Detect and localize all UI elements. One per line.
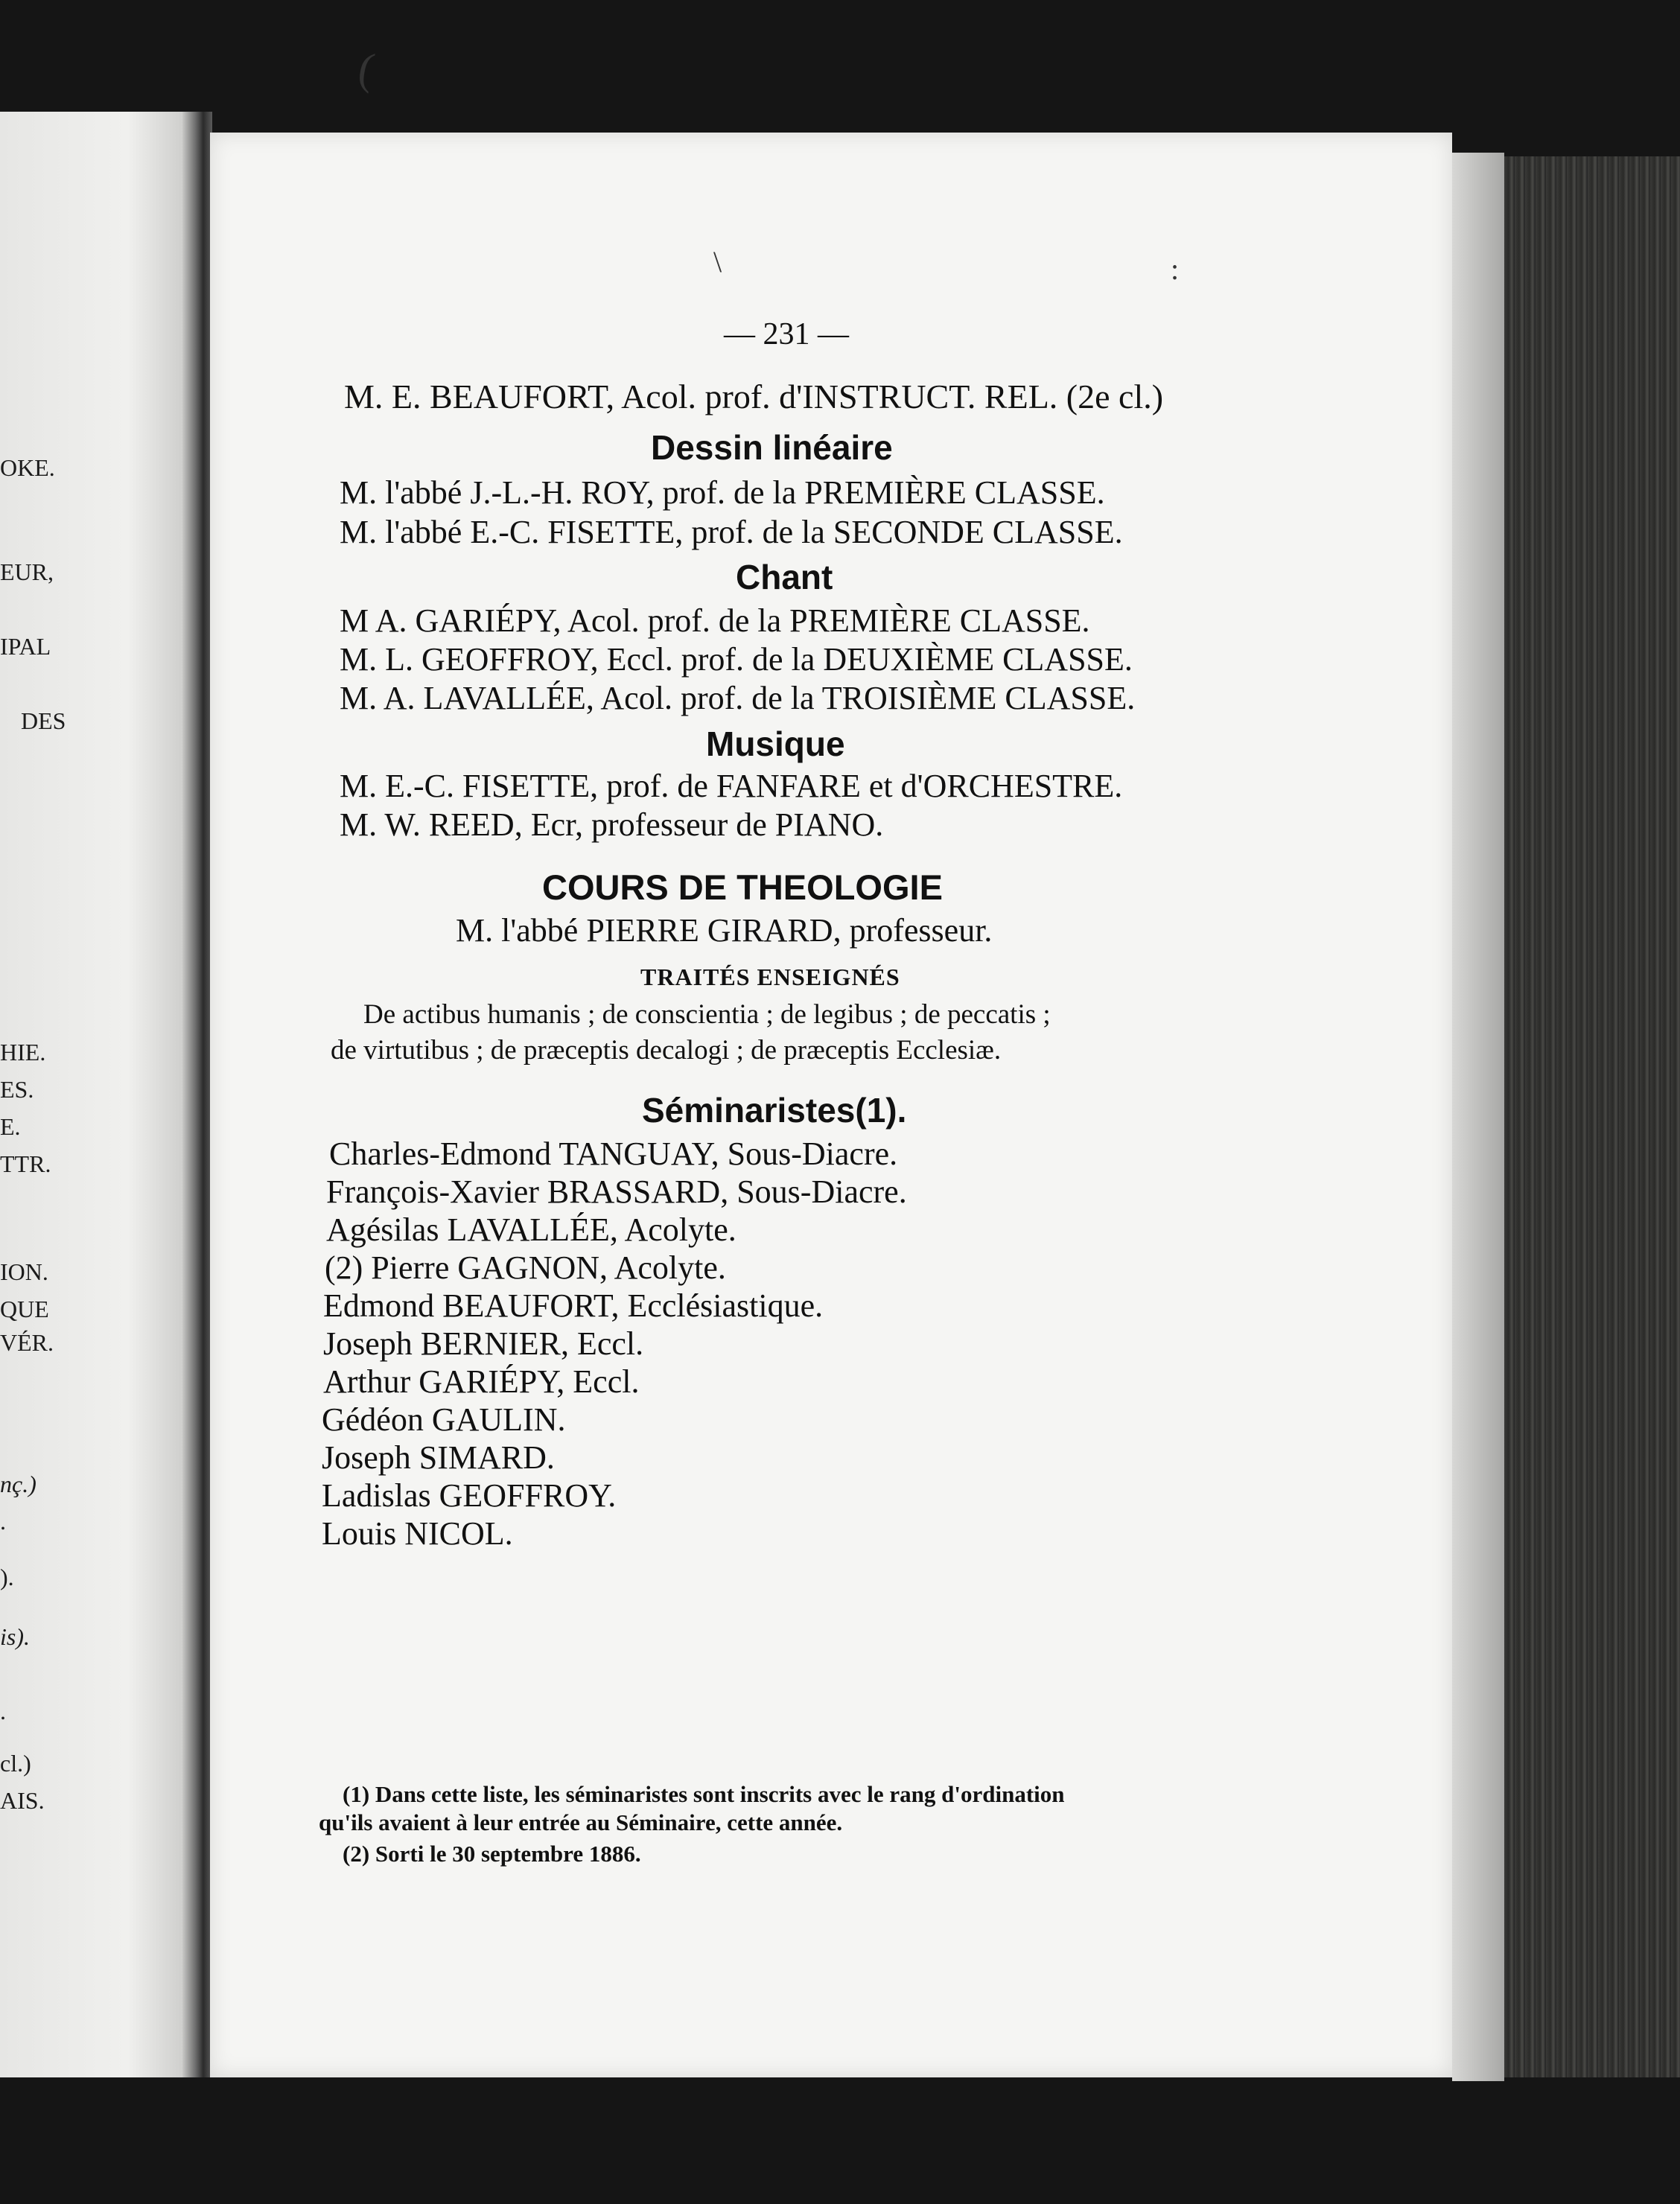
theologie-professor: M. l'abbé PIERRE GIRARD, professeur. — [456, 912, 993, 949]
musique-line: M. E.-C. FISETTE, prof. de FANFARE et d'ORCHESTRE. — [340, 768, 1123, 804]
left-page-fragment: DES — [21, 707, 66, 734]
left-page-fragment: ION. — [0, 1258, 48, 1285]
seminariste-name: Charles-Edmond TANGUAY, Sous-Diacre. — [329, 1136, 898, 1172]
seminariste-name: François-Xavier BRASSARD, Sous-Diacre. — [326, 1173, 907, 1210]
dessin-line: M. l'abbé J.-L.-H. ROY, prof. de la PREMIÈRE CLASSE. — [340, 474, 1105, 511]
seminaristes-heading: Séminaristes(1). — [642, 1091, 907, 1130]
seminariste-name: Louis NICOL. — [322, 1515, 513, 1552]
stray-mark: \ — [713, 245, 722, 278]
footnote: (1) Dans cette liste, les séminaristes sont inscrits avec le rang d'ordination — [343, 1781, 1065, 1807]
left-page-fragment: QUE — [0, 1296, 49, 1322]
left-page-fragment: cl.) — [0, 1750, 31, 1777]
left-page-fragment: is). — [0, 1623, 30, 1650]
left-page-fragment: AIS. — [0, 1787, 45, 1814]
footnote: qu'ils avaient à leur entrée au Séminaire, cette année. — [319, 1809, 843, 1835]
musique-heading: Musique — [706, 724, 845, 763]
seminariste-name: (2) Pierre GAGNON, Acolyte. — [325, 1249, 726, 1286]
left-facing-page — [0, 112, 182, 2077]
left-page-fragment: HIE. — [0, 1039, 46, 1066]
left-page-fragment: TTR. — [0, 1150, 51, 1177]
stray-mark: ( — [354, 42, 378, 95]
seminariste-name: Edmond BEAUFORT, Ecclésiastique. — [323, 1287, 824, 1324]
footnote: (2) Sorti le 30 septembre 1886. — [343, 1841, 641, 1867]
left-page-fragment: EUR, — [0, 558, 54, 585]
main-page — [210, 42, 1452, 2077]
book-gutter — [182, 112, 212, 2077]
top-line: M. E. BEAUFORT, Acol. prof. d'INSTRUCT. REL. (2e cl.) — [344, 378, 1164, 415]
chant-heading: Chant — [736, 558, 833, 596]
left-page-fragment: nç.) — [0, 1471, 36, 1497]
dessin-line: M. l'abbé E.-C. FISETTE, prof. de la SECONDE CLASSE. — [340, 514, 1123, 550]
chant-line: M A. GARIÉPY, Acol. prof. de la PREMIÈRE CLASSE. — [340, 602, 1090, 639]
seminariste-name: Ladislas GEOFFROY. — [322, 1477, 617, 1514]
chant-line: M. L. GEOFFROY, Eccl. prof. de la DEUXIÈME CLASSE. — [340, 641, 1133, 678]
seminariste-name: Joseph SIMARD. — [322, 1439, 555, 1476]
left-page-fragment: IPAL — [0, 633, 51, 660]
left-page-fragment: OKE. — [0, 454, 55, 481]
theologie-heading: COURS DE THEOLOGIE — [542, 867, 943, 907]
left-page-fragment: . — [0, 1698, 6, 1724]
traites-line: De actibus humanis ; de conscientia ; de legibus ; de peccatis ; — [363, 999, 1051, 1030]
left-page-fragment: . — [0, 1508, 6, 1535]
musique-line: M. W. REED, Ecr, professeur de PIANO. — [340, 806, 884, 843]
stray-mark: : — [1171, 252, 1180, 286]
page-edge-highlight — [1452, 153, 1504, 2081]
seminariste-name: Joseph BERNIER, Eccl. — [323, 1325, 644, 1362]
chant-line: M. A. LAVALLÉE, Acol. prof. de la TROISIÈME CLASSE. — [340, 680, 1136, 716]
page-number: — 231 — — [724, 317, 849, 351]
seminariste-name: Arthur GARIÉPY, Eccl. — [323, 1363, 640, 1400]
seminariste-name: Agésilas LAVALLÉE, Acolyte. — [326, 1211, 736, 1248]
traites-heading: TRAITÉS ENSEIGNÉS — [640, 964, 900, 990]
left-page-fragment: E. — [0, 1113, 21, 1140]
traites-line: de virtutibus ; de præceptis decalogi ; de præceptis Ecclesiæ. — [331, 1035, 1002, 1066]
left-page-fragment: ). — [0, 1564, 14, 1590]
left-page-fragment: ES. — [0, 1076, 34, 1103]
left-page-fragment: VÉR. — [0, 1329, 54, 1356]
seminariste-name: Gédéon GAULIN. — [322, 1401, 566, 1438]
dessin-heading: Dessin linéaire — [651, 428, 893, 467]
